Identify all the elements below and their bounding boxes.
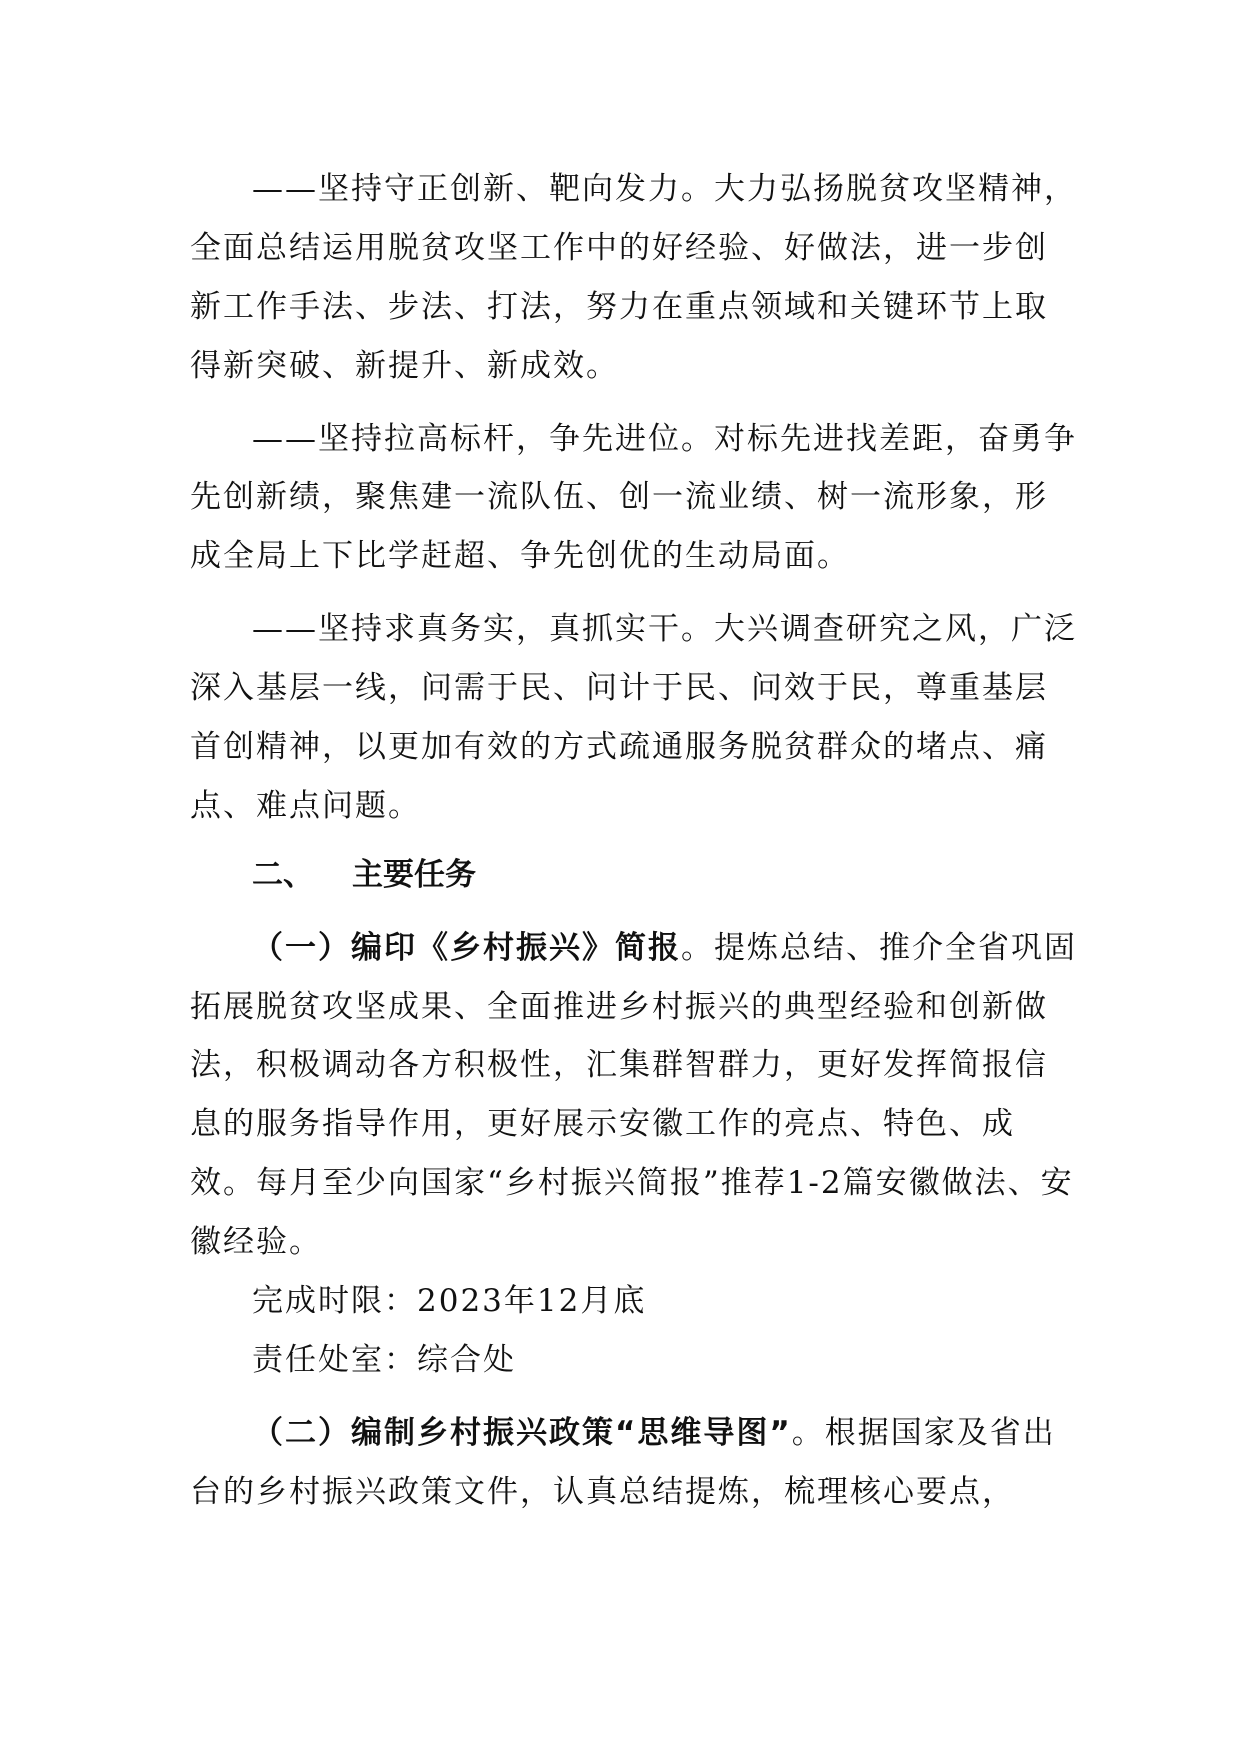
section-heading [190, 846, 1080, 905]
task-body-1: 。提炼总结、推介全省巩固拓展脱贫攻坚成果、全面推进乡村振兴的典型经验和创新做法，积极调动各方积极性，汇集群智群力，更好发挥简报信息的服务指导作用，更好展示安徽工作的亮点、特色、成效。每月至少向国家“乡村振兴简报”推荐1-2篇安徽做法、安徽经验。 [190, 929, 1077, 1261]
task-title-1: （一）编印《乡村振兴》简报 [252, 929, 681, 966]
principle-paragraph-1: ——坚持守正创新、靶向发力。大力弘扬脱贫攻坚精神，全面总结运用脱贫攻坚工作中的好经验、好做法，进一步创新工作手法、步法、打法，努力在重点领域和关键环节上取得新突破、新提升、新成效。 [190, 171, 1077, 384]
task-deadline: 完成时限：2023年12月底 [252, 1283, 647, 1320]
document-body [190, 160, 1080, 1522]
section-title: 主要任务 [352, 856, 476, 893]
task-department: 责任处室：综合处 [252, 1341, 516, 1378]
principle-paragraph-3: ——坚持求真务实，真抓实干。大兴调查研究之风，广泛深入基层一线，问需于民、问计于民、问效于民，尊重基层首创精神，以更加有效的方式疏通服务脱贫群众的堵点、痛点、难点问题。 [190, 611, 1077, 824]
task-body-2: 。根据国家及省出台的乡村振兴政策文件，认真总结提炼，梳理核心要点， [190, 1414, 1056, 1510]
task-paragraph-1 [190, 919, 1080, 1272]
task-paragraph-2 [190, 1404, 1080, 1522]
section-number: 二、 [252, 856, 314, 893]
principle-paragraph-2: ——坚持拉高标杆，争先进位。对标先进找差距，奋勇争先创新绩，聚焦建一流队伍、创一流业绩、树一流形象，形成全局上下比学赶超、争先创优的生动局面。 [190, 420, 1077, 575]
task-title-2: （二）编制乡村振兴政策“思维导图” [252, 1414, 792, 1451]
